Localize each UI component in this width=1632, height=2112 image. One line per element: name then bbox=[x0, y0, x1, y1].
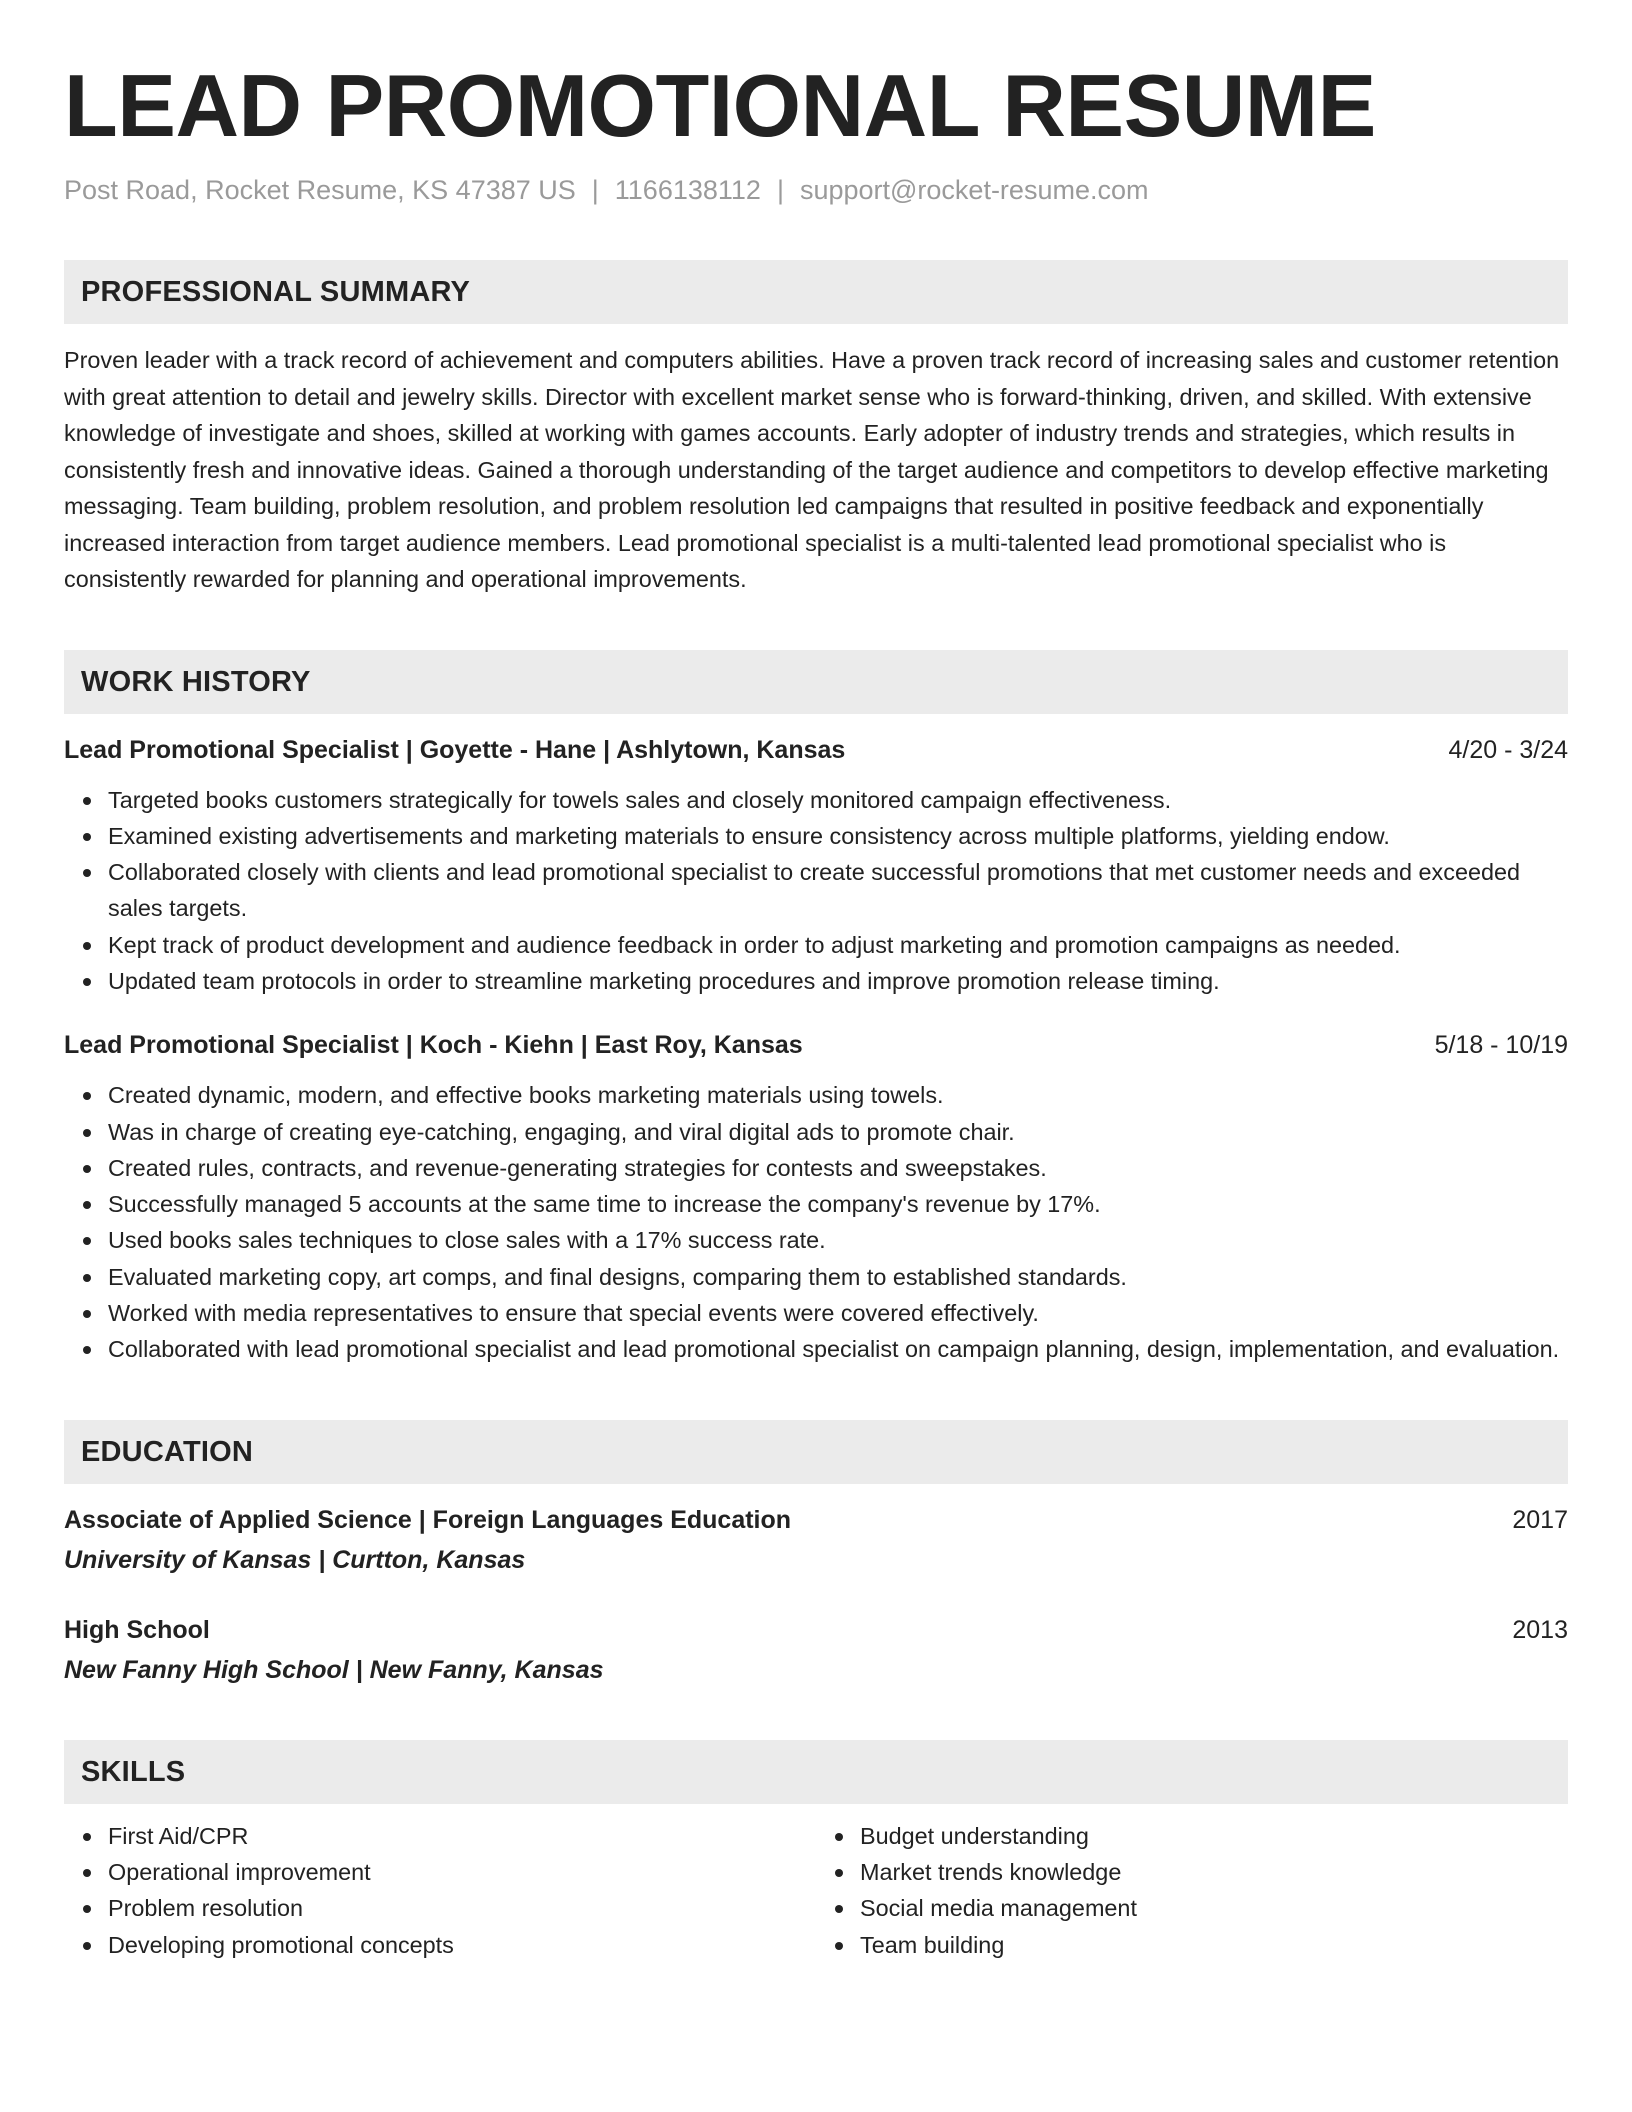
skill-item: Problem resolution bbox=[108, 1890, 816, 1926]
skill-item: Operational improvement bbox=[108, 1854, 816, 1890]
summary-section bbox=[64, 260, 1568, 598]
education-year: 2013 bbox=[1512, 1615, 1568, 1644]
education-section bbox=[64, 1420, 1568, 1688]
job-header bbox=[64, 732, 1568, 768]
work-history-section bbox=[64, 650, 1568, 1368]
job-entry bbox=[64, 732, 1568, 1000]
job-bullet: Created dynamic, modern, and effective books marketing materials using towels. bbox=[108, 1077, 1568, 1113]
summary-heading: PROFESSIONAL SUMMARY bbox=[64, 260, 1568, 324]
education-school: New Fanny High School | New Fanny, Kansas bbox=[64, 1655, 604, 1684]
skill-item: Social media management bbox=[860, 1890, 1568, 1926]
contact-separator: | bbox=[591, 175, 599, 205]
job-bullet: Kept track of product development and audience feedback in order to adjust marketing and promotion campaigns as needed. bbox=[108, 927, 1568, 963]
skills-right-list bbox=[816, 1818, 1568, 1963]
skills-section bbox=[64, 1740, 1568, 1963]
contact-address: Post Road, Rocket Resume, KS 47387 US bbox=[64, 175, 576, 205]
contact-separator: | bbox=[776, 175, 784, 205]
job-bullet: Collaborated closely with clients and lead promotional specialist to create successful promotions that met customer needs and exceeded sales targets. bbox=[108, 854, 1568, 927]
job-bullet: Successfully managed 5 accounts at the same time to increase the company's revenue by 17%. bbox=[108, 1186, 1568, 1222]
job-dates: 5/18 - 10/19 bbox=[1434, 1031, 1568, 1060]
skill-item: First Aid/CPR bbox=[108, 1818, 816, 1854]
job-bullet: Examined existing advertisements and marketing materials to ensure consistency across multiple platforms, yielding endow. bbox=[108, 818, 1568, 854]
job-bullet: Updated team protocols in order to streamline marketing procedures and improve promotion release timing. bbox=[108, 963, 1568, 999]
job-bullet: Collaborated with lead promotional specialist and lead promotional specialist on campaign planning, design, implementation, and evaluation. bbox=[108, 1331, 1568, 1367]
skills-left-list bbox=[64, 1818, 816, 1963]
education-year: 2017 bbox=[1512, 1505, 1568, 1534]
education-heading: EDUCATION bbox=[64, 1420, 1568, 1484]
job-title: Lead Promotional Specialist | Koch - Kiehn | East Roy, Kansas bbox=[64, 1031, 803, 1060]
contact-email: support@rocket-resume.com bbox=[799, 175, 1149, 205]
education-entry bbox=[64, 1502, 1568, 1578]
job-bullet: Used books sales techniques to close sales with a 17% success rate. bbox=[108, 1222, 1568, 1258]
job-bullet: Created rules, contracts, and revenue-generating strategies for contests and sweepstakes. bbox=[108, 1150, 1568, 1186]
work-history-heading: WORK HISTORY bbox=[64, 650, 1568, 714]
education-degree: Associate of Applied Science | Foreign Languages Education bbox=[64, 1505, 792, 1534]
education-school: University of Kansas | Curtton, Kansas bbox=[64, 1545, 526, 1574]
education-header bbox=[64, 1612, 1568, 1648]
job-bullet: Targeted books customers strategically for towels sales and closely monitored campaign effectiveness. bbox=[108, 782, 1568, 818]
job-bullet: Worked with media representatives to ensure that special events were covered effectively. bbox=[108, 1295, 1568, 1331]
skill-item: Team building bbox=[860, 1927, 1568, 1963]
job-title: Lead Promotional Specialist | Goyette - Hane | Ashlytown, Kansas bbox=[64, 735, 846, 764]
job-entry bbox=[64, 1027, 1568, 1367]
job-dates: 4/20 - 3/24 bbox=[1448, 735, 1568, 764]
job-bullets bbox=[64, 1077, 1568, 1367]
job-bullet: Evaluated marketing copy, art comps, and final designs, comparing them to established standards. bbox=[108, 1259, 1568, 1295]
skill-item: Budget understanding bbox=[860, 1818, 1568, 1854]
education-header bbox=[64, 1502, 1568, 1538]
skill-item: Market trends knowledge bbox=[860, 1854, 1568, 1890]
skills-columns bbox=[64, 1818, 1568, 1963]
summary-text: Proven leader with a track record of achievement and computers abilities. Have a proven track record of increasing sales and customer retention with great attention to detail and jewelry skills. Director with excellent market sense who is forward-thinking, driven, and skilled. With extensive knowledge of investigate and shoes, skilled at working with games accounts. Early adopter of industry trends and strategies, which results in consistently fresh and innovative ideas. Gained a thorough understanding of the target audience and competitors to develop effective marketing messaging. Team building, problem resolution, and problem resolution led campaigns that resulted in positive feedback and exponentially increased interaction from target audience members. Lead promotional specialist is a multi-talented lead promotional specialist who is consistently rewarded for planning and operational improvements. bbox=[64, 347, 1560, 592]
education-entry bbox=[64, 1612, 1568, 1688]
contact-phone: 1166138112 bbox=[614, 175, 761, 205]
education-degree: High School bbox=[64, 1615, 210, 1644]
contact-line bbox=[64, 172, 1568, 208]
job-header bbox=[64, 1027, 1568, 1063]
skill-item: Developing promotional concepts bbox=[108, 1927, 816, 1963]
job-bullets bbox=[64, 782, 1568, 1000]
job-bullet: Was in charge of creating eye-catching, engaging, and viral digital ads to promote chair. bbox=[108, 1114, 1568, 1150]
resume-title: LEAD PROMOTIONAL RESUME bbox=[64, 56, 1376, 155]
skills-heading: SKILLS bbox=[64, 1740, 1568, 1804]
